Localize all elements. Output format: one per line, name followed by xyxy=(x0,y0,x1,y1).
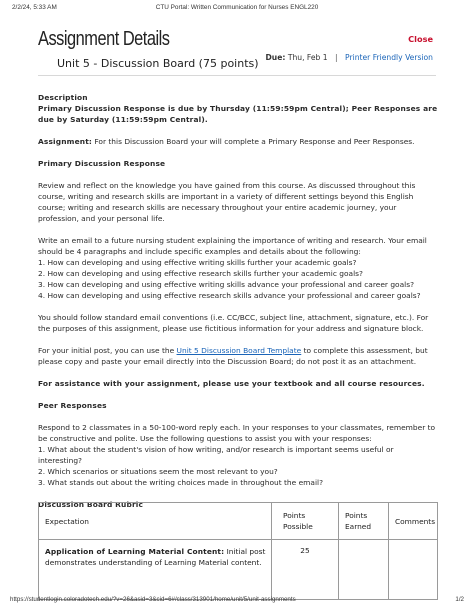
list-item: 1. How can developing and using effective writing skills further your academic goals? xyxy=(38,258,357,267)
list-item: 4. How can developing and using effective research skills advance your professional and career goals? xyxy=(38,291,421,300)
assignment-points: (75 points) xyxy=(198,57,259,70)
template-text-before: For your initial post, you can use the xyxy=(38,346,177,355)
column-header-points-earned: Points Earned xyxy=(345,511,372,531)
assignment-label: Assignment: xyxy=(38,137,93,146)
list-item: 2. Which scenarios or situations seem the most relevant to you? xyxy=(38,467,278,476)
assistance-note: For assistance with your assignment, please use your textbook and all course resources. xyxy=(38,379,425,388)
rubric-row-expectation xyxy=(45,546,267,568)
print-datetime: 2/2/24, 5:33 AM xyxy=(12,4,57,11)
template-text-after: to complete this assessment, but please copy and paste your email directly into the Discussion Board; do not post it as an attachment. xyxy=(38,346,428,366)
due-notice: Primary Discussion Response is due by Thursday (11:59:59pm Central); Peer Responses are due by Saturday (11:59:59pm Central). xyxy=(38,104,438,124)
due-separator: | xyxy=(335,53,338,62)
assignment-line xyxy=(38,136,438,147)
due-label: Due: xyxy=(265,53,286,62)
paragraph-template xyxy=(38,345,438,367)
list-item: 3. How can developing and using effective writing skills advance your professional and career goals? xyxy=(38,280,415,289)
header-divider xyxy=(38,75,436,76)
paragraph-email-instructions: Write an email to a future nursing student explaining the importance of writing and research. Your email should be 4 paragraphs and include specific examples and details about the following: xyxy=(38,236,427,256)
assignment-name: Unit 5 - Discussion Board xyxy=(57,57,196,70)
due-value: Thu, Feb 1 xyxy=(287,53,328,62)
email-topics-list xyxy=(38,257,438,301)
print-page-number: 1/2 xyxy=(455,596,464,603)
assignment-description xyxy=(38,92,438,510)
peer-responses-heading: Peer Responses xyxy=(38,401,107,410)
column-header-points-possible: Points Possible xyxy=(283,511,313,531)
template-link[interactable]: Unit 5 Discussion Board Template xyxy=(176,346,302,355)
column-header-comments: Comments xyxy=(395,517,436,526)
due-line xyxy=(266,53,434,62)
paragraph-review: Review and reflect on the knowledge you have gained from this course. As discussed throughout this course, writing and research skills are important in a variety of different settings beyond this English course; writing and research skills are necessary throughout your entire academic journey, your profession, and your personal life. xyxy=(38,181,416,223)
expectation-text: Initial post demonstrates understanding of Learning Material content. xyxy=(45,547,266,567)
column-divider xyxy=(338,503,339,599)
assignment-title xyxy=(57,57,259,70)
rubric-table xyxy=(38,502,438,600)
primary-response-heading: Primary Discussion Response xyxy=(38,159,166,168)
list-item: 1. What about the student's vision of how writing, and/or research is important seems useful or interesting? xyxy=(38,445,394,465)
paragraph-email-conventions: You should follow standard email conventions (i.e. CC/BCC, subject line, attachment, signature, etc.). For the purposes of this assignment, please use fictitious information for your address and signature block. xyxy=(38,313,429,333)
close-button[interactable]: Close xyxy=(408,34,433,44)
column-divider xyxy=(388,503,389,599)
print-footer xyxy=(0,596,474,606)
rubric-heading: Discussion Board Rubric xyxy=(38,500,144,509)
page-title: Assignment Details xyxy=(38,28,170,50)
description-heading: Description xyxy=(38,93,88,102)
print-header xyxy=(0,4,474,14)
list-item: 2. How can developing and using effective research skills further your academic goals? xyxy=(38,269,364,278)
print-page-title: CTU Portal: Written Communication for Nurses ENGL220 xyxy=(155,4,319,11)
rubric-row-points-possible: 25 xyxy=(300,546,310,555)
printer-friendly-link[interactable]: Printer Friendly Version xyxy=(345,53,433,62)
column-header-expectation: Expectation xyxy=(45,517,89,526)
expectation-label: Application of Learning Material Content: xyxy=(45,547,225,556)
peer-questions-list xyxy=(38,444,438,488)
paragraph-peer-instructions: Respond to 2 classmates in a 50-100-word reply each. In your responses to your classmates, remember to be constructive and polite. Use the following questions to assist you with your responses: xyxy=(38,423,436,443)
print-url: https://studentlogin.coloradotech.edu/?v=26&asid=3&cid=6#/class/313901/home/unit/5/unit-assignments xyxy=(10,596,296,603)
list-item: 3. What stands out about the writing choices made in throughout the email? xyxy=(38,478,324,487)
assignment-text: For this Discussion Board your will complete a Primary Response and Peer Responses. xyxy=(92,137,415,146)
